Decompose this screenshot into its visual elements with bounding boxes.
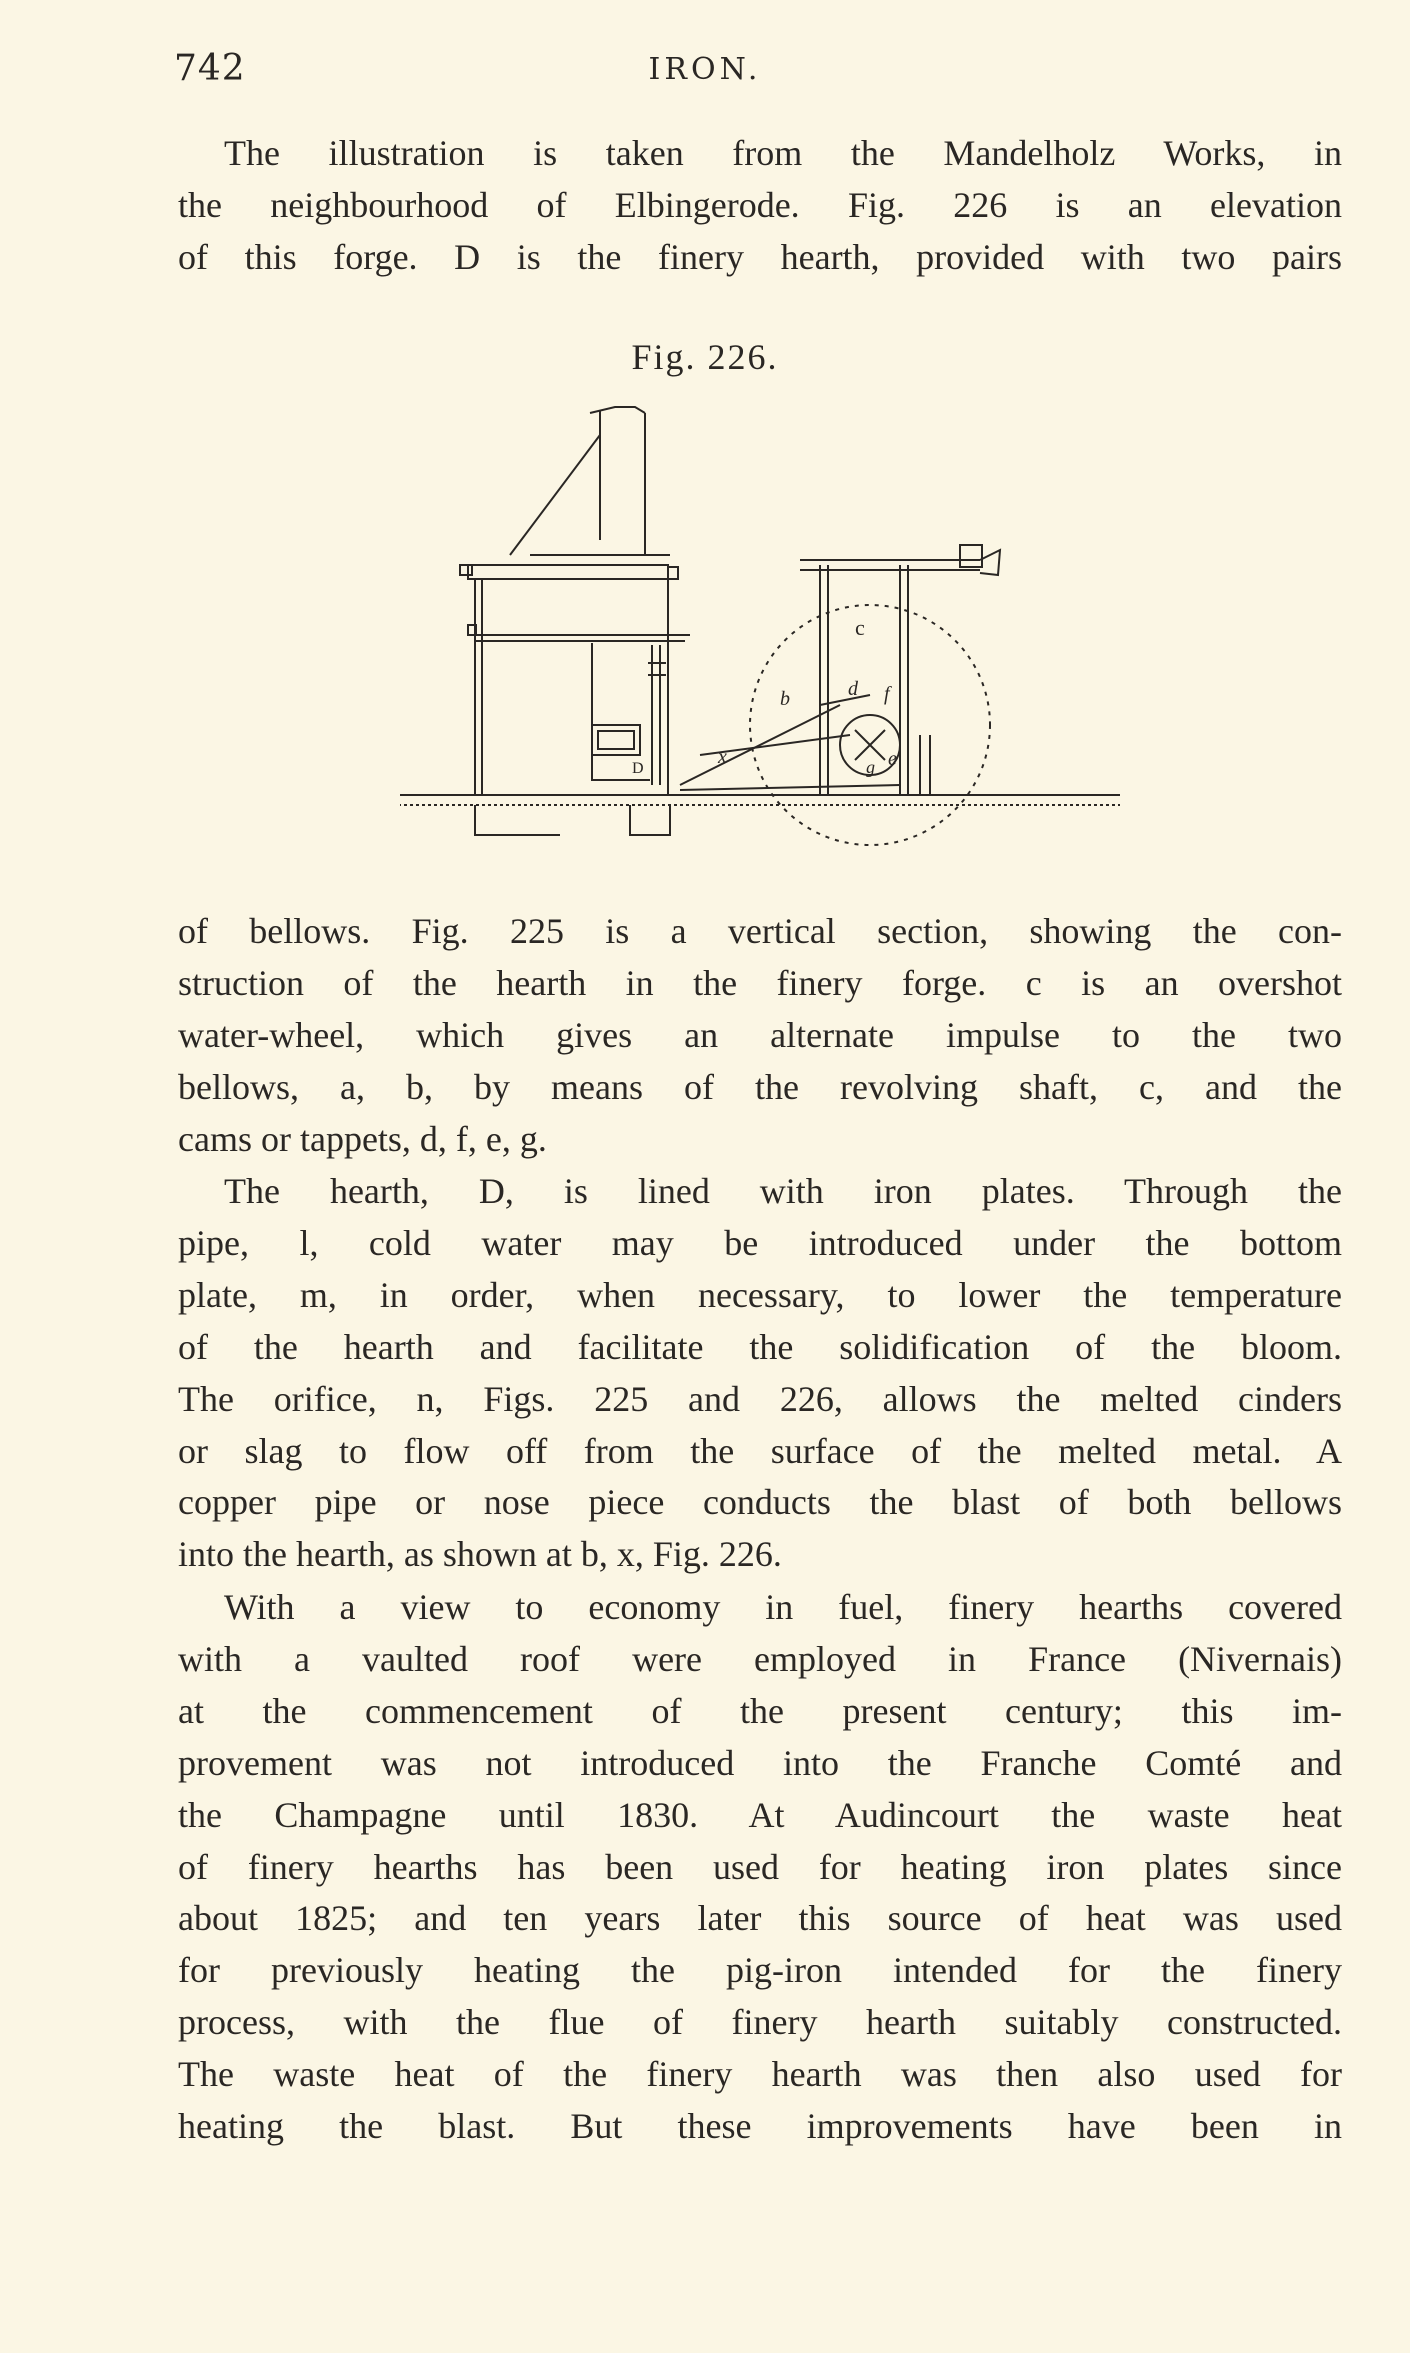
beam-end-left (460, 565, 472, 575)
running-title: IRON. (648, 52, 762, 87)
text-line: for previously heating the pig-iron intended for the finery (178, 1950, 1342, 1991)
label-g: g (866, 757, 875, 777)
text-line: struction of the hearth in the finery forge. c is an overshot (178, 962, 1342, 1003)
label-b: b (780, 688, 790, 710)
text-line: The hearth, D, is lined with iron plates. Through the (224, 1171, 1342, 1211)
text-line: the neighbourhood of Elbingerode. Fig. 226 is an elevation (178, 184, 1342, 225)
text-line: with a vaulted roof were employed in France (Nivernais) (178, 1638, 1342, 1679)
text-line: the Champagne until 1830. At Audincourt the waste heat (178, 1794, 1342, 1835)
forge-elevation-figure (400, 395, 1120, 915)
text-line: bellows, a, b, by means of the revolving shaft, c, and the (178, 1066, 1342, 1107)
label-d: d (848, 678, 858, 700)
text-line: at the commencement of the present century; this im- (178, 1690, 1342, 1731)
label-e: e (888, 748, 897, 770)
trestle-block (960, 545, 982, 567)
bellows-top (680, 705, 840, 785)
text-line: pipe, l, cold water may be introduced under the bottom (178, 1222, 1342, 1263)
text-line: copper pipe or nose piece conducts the blast of both bellows (178, 1482, 1342, 1523)
text-line: The waste heat of the finery hearth was then also used for (178, 2054, 1342, 2095)
label-c: c (855, 615, 865, 640)
hearth-box-D (592, 725, 640, 755)
top-paragraph (178, 128, 1342, 284)
text-line: into the hearth, as shown at b, x, Fig. 226. (178, 1534, 782, 1575)
paragraph-hearth (178, 1166, 1342, 1581)
label-x: x (718, 746, 727, 768)
text-line: process, with the flue of finery hearth suitably constructed. (178, 2002, 1342, 2043)
text-line: heating the blast. But these improvements have been in (178, 2106, 1342, 2147)
text-line: of this forge. D is the finery hearth, provided with two pairs (178, 236, 1342, 277)
beam-end-right (668, 567, 678, 579)
text-line: cams or tappets, d, f, e, g. (178, 1118, 547, 1159)
page-number: 742 (174, 48, 246, 89)
label-D: D (632, 760, 644, 777)
foundation-left (475, 805, 560, 835)
chimney-top (590, 407, 645, 413)
hood-slope (510, 435, 600, 555)
text-line: provement was not introduced into the Franche Comté and (178, 1742, 1342, 1783)
label-f: f (884, 683, 890, 705)
text-line: or slag to flow off from the surface of the melted metal. A (178, 1430, 1342, 1471)
foundation-right (630, 805, 670, 835)
paragraph-bellows (178, 906, 1342, 1166)
text-line: about 1825; and ten years later this source of heat was used (178, 1898, 1342, 1939)
bellows-bottom (680, 785, 900, 790)
text-line: The illustration is taken from the Mandelholz Works, in (224, 133, 1342, 173)
text-line: The orifice, n, Figs. 225 and 226, allows the melted cinders (178, 1378, 1342, 1419)
figure-caption: Fig. 226. (631, 337, 779, 377)
hearth-box-inner (598, 731, 634, 749)
text-line: water-wheel, which gives an alternate impulse to the two (178, 1014, 1342, 1055)
text-line: of the hearth and facilitate the solidification of the bloom. (178, 1326, 1342, 1367)
cam-spokes (855, 730, 885, 760)
hearth-top-beam (468, 565, 668, 579)
water-wheel-outline (750, 605, 990, 845)
text-line: of finery hearths has been used for heating iron plates since (178, 1846, 1342, 1887)
forge-elevation-drawing (400, 395, 1120, 915)
text-line: plate, m, in order, when necessary, to lower the temperature (178, 1274, 1342, 1315)
text-line: of bellows. Fig. 225 is a vertical section, showing the con- (178, 911, 1342, 951)
text-line: With a view to economy in fuel, finery hearths covered (224, 1587, 1342, 1627)
paragraph-economy (178, 1582, 1342, 2153)
